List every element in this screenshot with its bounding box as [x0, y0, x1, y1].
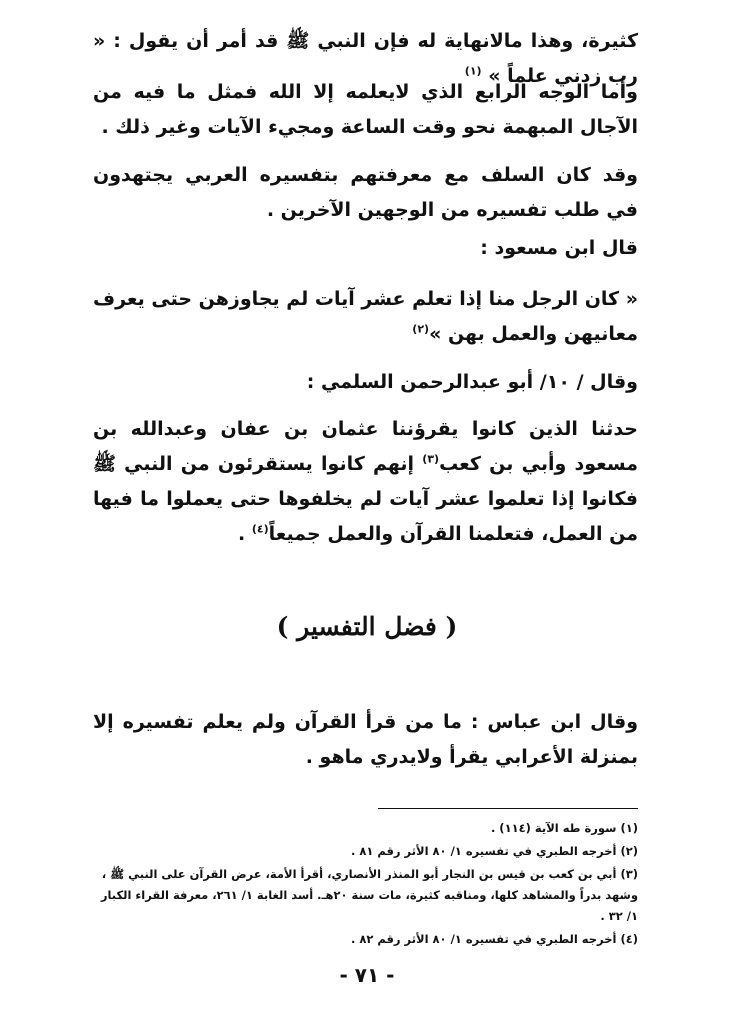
closing-paragraph-text: وقال ابن عباس : ما من قرأ القرآن ولم يعلم تفسيره إلا بمنزلة الأعرابي يقرأ ولايدري ماهو . — [93, 711, 638, 768]
paragraph-2 — [93, 75, 638, 145]
footnote-ref-3: (٣) — [422, 452, 440, 466]
footnote-ref-4: (٤) — [251, 522, 269, 536]
paragraph-4-text: قال ابن مسعود : — [480, 237, 638, 259]
footnote-2: (٢) أخرجه الطبري في تفسيره ١/ ٨٠ الأثر رقم ٨١ . — [350, 844, 638, 858]
paragraph-6-text: وقال / ١٠/ أبو عبدالرحمن السلمي : — [306, 371, 638, 393]
paragraph-1-text: كثيرة، وهذا مالانهاية له فإن النبي ﷺ قد أمر أن يقول : « رب زدني علماً » — [93, 30, 638, 87]
paragraph-2-text: وأما الوجه الرابع الذي لايعلمه إلا الله فمثل ما فيه من الآجال المبهمة نحو وقت الساعة ومجيء الآيات وغير ذلك . — [93, 81, 638, 138]
paragraph-6 — [93, 365, 638, 400]
paragraph-5-text: « كان الرجل منا إذا تعلم عشر آيات لم يجاوزهن حتى يعرف معانيهن والعمل بهن » — [93, 288, 638, 345]
footnotes-list — [93, 818, 638, 952]
paragraph-7-text-end: . — [238, 523, 252, 545]
page-number: - ٧١ - — [339, 963, 395, 987]
paragraph-7-text-middle: إنهم كانوا يستقرئون من النبي ﷺ فكانوا إذا تعلموا عشر آيات لم يخلفوها حتى يعملوا ما فيها من العمل، فتعلمنا القرآن والعمل جميعاً — [93, 453, 638, 545]
paragraph-3 — [93, 158, 638, 228]
footnote-4: (٤) أخرجه الطبري في تفسيره ١/ ٨٠ الأثر رقم ٨٢ . — [350, 932, 638, 946]
paragraph-5 — [93, 282, 638, 352]
footnote-3: (٣) أبي بن كعب بن قيس بن النجار أبو المنذر الأنصاري، أقرأ الأمة، عرض القرآن على النبي ﷺ ، وشهد بدراً والمشاهد كلها، ومناقبه كثيرة، مات سنة ٢٠هـ. أسد الغابة ١/ ٢٦١، معرفة القراء الكبار ١/ ٣٢ . — [100, 867, 638, 923]
footnote-1: (١) سورة طه الآية (١١٤) . — [490, 821, 638, 835]
closing-paragraph — [93, 705, 638, 775]
section-heading: ( فضل التفسير ) — [276, 612, 458, 641]
footnote-ref-2: (٢) — [412, 322, 430, 336]
paragraph-3-text: وقد كان السلف مع معرفتهم بتفسيره العربي يجتهدون في طلب تفسيره من الوجهين الآخرين . — [93, 164, 638, 221]
paragraph-4 — [93, 231, 638, 266]
footnote-divider — [378, 808, 638, 809]
paragraph-7-text-start: حدثنا الذين كانوا يقرؤننا عثمان بن عفان وعبدالله بن مسعود وأبي بن كعب — [93, 418, 638, 475]
paragraph-7 — [93, 412, 638, 552]
footnote-ref-1: (١) — [464, 64, 482, 78]
